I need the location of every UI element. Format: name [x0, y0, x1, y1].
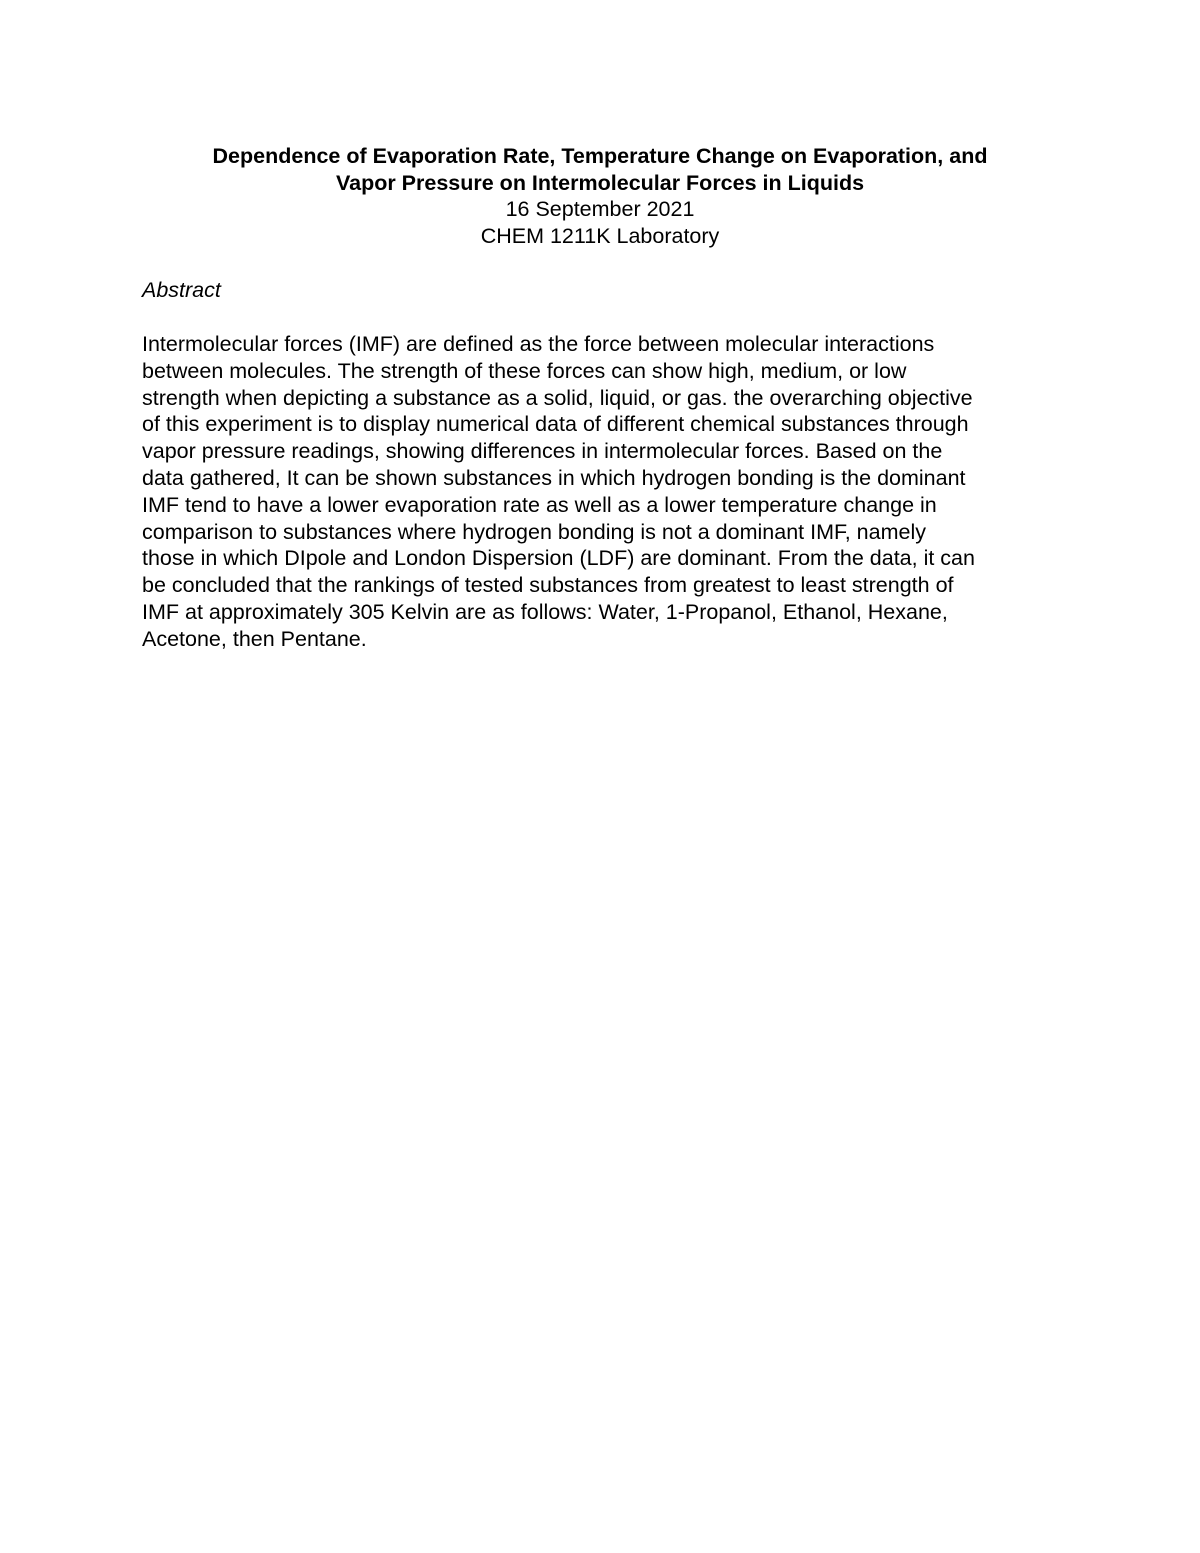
abstract-line: data gathered, It can be shown substances in which hydrogen bonding is the dominant — [142, 465, 966, 490]
abstract-paragraph — [142, 331, 1072, 653]
abstract-line: comparison to substances where hydrogen bonding is not a dominant IMF, namely — [142, 519, 926, 544]
abstract-line: Intermolecular forces (IMF) are defined as the force between molecular interactions — [142, 332, 935, 356]
abstract-line: IMF at approximately 305 Kelvin are as follows: Water, 1-Propanol, Ethanol, Hexane, — [142, 599, 948, 624]
title-line-1: Dependence of Evaporation Rate, Temperature Change on Evaporation, and — [212, 144, 988, 168]
title-line-2: Vapor Pressure on Intermolecular Forces in Liquids — [335, 170, 865, 195]
abstract-line: strength when depicting a substance as a solid, liquid, or gas. the overarching objective — [142, 385, 973, 410]
abstract-line: Acetone, then Pentane. — [142, 626, 367, 651]
abstract-line: vapor pressure readings, showing differences in intermolecular forces. Based on the — [142, 439, 943, 464]
report-date: 16 September 2021 — [505, 197, 695, 221]
title-block — [100, 143, 1100, 249]
abstract-line: of this experiment is to display numerical data of different chemical substances through — [142, 412, 969, 437]
abstract-line: between molecules. The strength of these forces can show high, medium, or low — [142, 358, 907, 383]
abstract-line: those in which DIpole and London Dispersion (LDF) are dominant. From the data, it can — [142, 546, 975, 571]
abstract-line: IMF tend to have a lower evaporation rate as well as a lower temperature change in — [142, 492, 937, 517]
course-name: CHEM 1211K Laboratory — [480, 223, 720, 248]
abstract-heading: Abstract — [142, 278, 221, 302]
abstract-line: be concluded that the rankings of tested substances from greatest to least strength of — [142, 573, 954, 598]
